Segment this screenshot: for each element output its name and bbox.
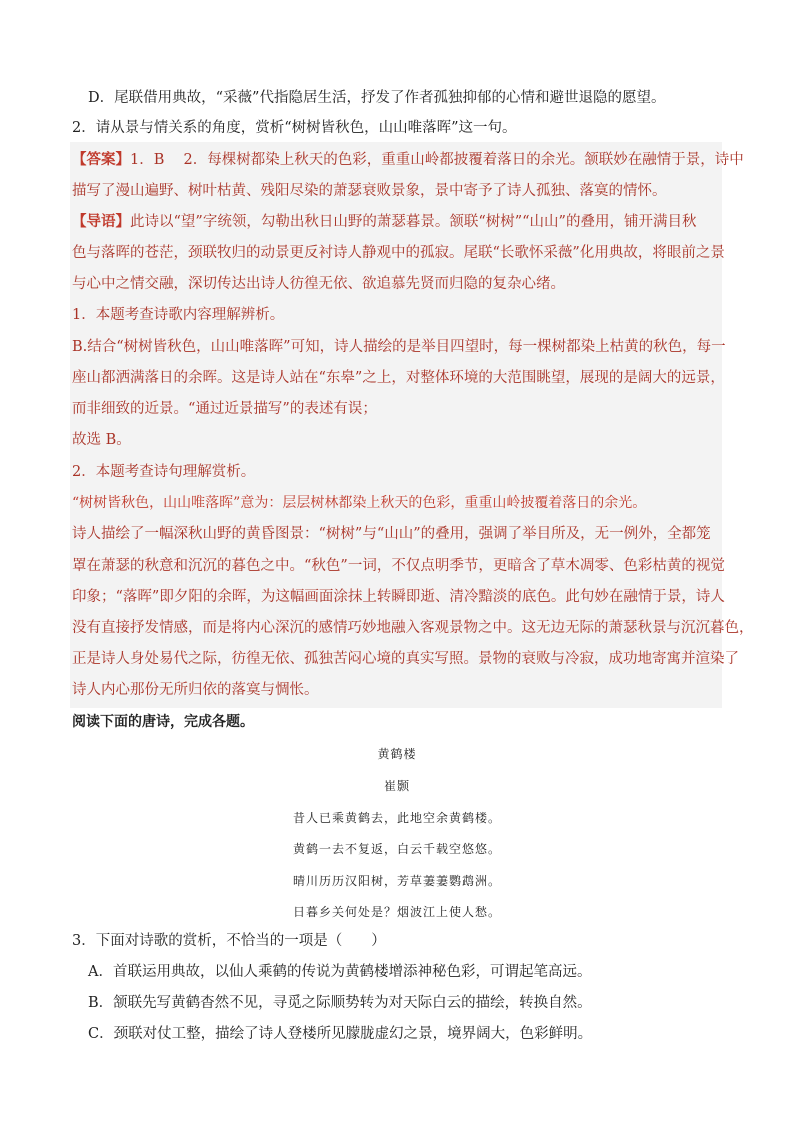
poem-author: 崔颢 [383,779,410,793]
question-3: 3．下面对诗歌的赏析，不恰当的一项是（ ） [72,933,386,949]
part2-title: 2．本题考查诗句理解赏析。 [72,464,256,480]
answer-line-2: 描写了漫山遍野、树叶枯黄、残阳尽染的萧瑟衰败景象，景中寄予了诗人孤独、落寞的情怀。 [72,183,667,199]
part2-line-6: 诗人内心那份无所归依的落寞与惆怅。 [72,682,319,698]
part1-choose: 故选 B。 [72,432,131,448]
answer-tag: 【答案】 [72,151,130,168]
poem-line-3: 晴川历历汉阳树，芳草萋萋鹦鹉洲。 [292,874,501,888]
part1-title: 1．本题考查诗歌内容理解辨析。 [72,307,285,323]
part2-meaning: “树树皆秋色，山山唯落晖”意为：层层树林都染上秋天的色彩，重重山岭披覆着落日的余光。 [72,495,647,511]
guide-tag: 【导语】 [72,213,130,230]
part2-line-4: 没有直接抒发情感，而是将内心深沉的感情巧妙地融入客观景物之中。这无边无际的萧瑟秋景与沉沉暮色， [72,620,754,636]
guide-line-1 [72,212,696,232]
poem-line-1: 昔人已乘黄鹤去，此地空余黄鹤楼。 [292,811,501,825]
part1-line-1: B.结合“树树皆秋色，山山唯落晖”可知，诗人描绘的是举目四望时，每一棵树都染上枯黄的秋色，每一 [72,339,726,355]
reading-instruction: 阅读下面的唐诗，完成各题。 [72,714,254,730]
guide-line-3: 与心中之情交融，深切传达出诗人彷徨无依、欲追慕先贤而归隐的复杂心绪。 [72,276,565,292]
part2-line-3: 印象；“落晖”即夕阳的余晖，为这幅画面涂抹上转瞬即逝、清冷黯淡的底色。此句妙在融情于景，诗人 [72,589,725,605]
guide-line-2: 色与落晖的苍茫，颈联牧归的动景更反衬诗人静观中的孤寂。尾联“长歌怀采薇”化用典故，将眼前之景 [72,245,725,261]
answer-text: 1．B 2．每棵树都染上秋天的色彩，重重山岭都披覆着落日的余光。颔联妙在融情于景，诗中 [130,152,744,168]
guide-text: 此诗以“望”字统领，勾勒出秋日山野的萧瑟暮景。颔联“树树”“山山”的叠用，铺开满目秋 [130,214,697,230]
poem-line-4: 日暮乡关何处是？烟波江上使人愁。 [292,905,501,919]
option-d: D．尾联借用典故，“采薇”代指隐居生活，抒发了作者孤独抑郁的心情和避世退隐的愿望。 [88,90,666,106]
poem-title: 黄鹤楼 [377,747,417,761]
option-a: A．首联运用典故，以仙人乘鹤的传说为黄鹤楼增添神秘色彩，可谓起笔高远。 [88,964,592,980]
question-2: 2．请从景与情关系的角度，赏析“树树皆秋色，山山唯落晖”这一句。 [72,120,517,136]
part2-line-5: 正是诗人身处易代之际，彷徨无依、孤独苦闷心境的真实写照。景物的衰败与冷寂，成功地寄寓并渲染了 [72,651,739,667]
part1-line-2: 座山都洒满落日的余晖。这是诗人站在“东皋”之上，对整体环境的大范围眺望，展现的是阔大的远景， [72,370,725,386]
option-c: C．颈联对仗工整，描绘了诗人登楼所见朦胧虚幻之景，境界阔大，色彩鲜明。 [88,1026,593,1042]
part2-line-1: 诗人描绘了一幅深秋山野的黄昏图景：“树树”与“山山”的叠用，强调了举目所及，无一例外，全都笼 [72,526,711,542]
option-b: B．颔联先写黄鹤杳然不见，寻觅之际顺势转为对天际白云的描绘，转换自然。 [88,995,592,1011]
part2-line-2: 罩在萧瑟的秋意和沉沉的暮色之中。“秋色”一词，不仅点明季节，更暗含了草木凋零、色彩枯黄的视觉 [72,558,725,574]
answer-line-1 [72,150,744,170]
part1-line-3: 而非细致的近景。“通过近景描写”的表述有误； [72,401,377,417]
poem-line-2: 黄鹤一去不复返，白云千载空悠悠。 [292,842,501,856]
